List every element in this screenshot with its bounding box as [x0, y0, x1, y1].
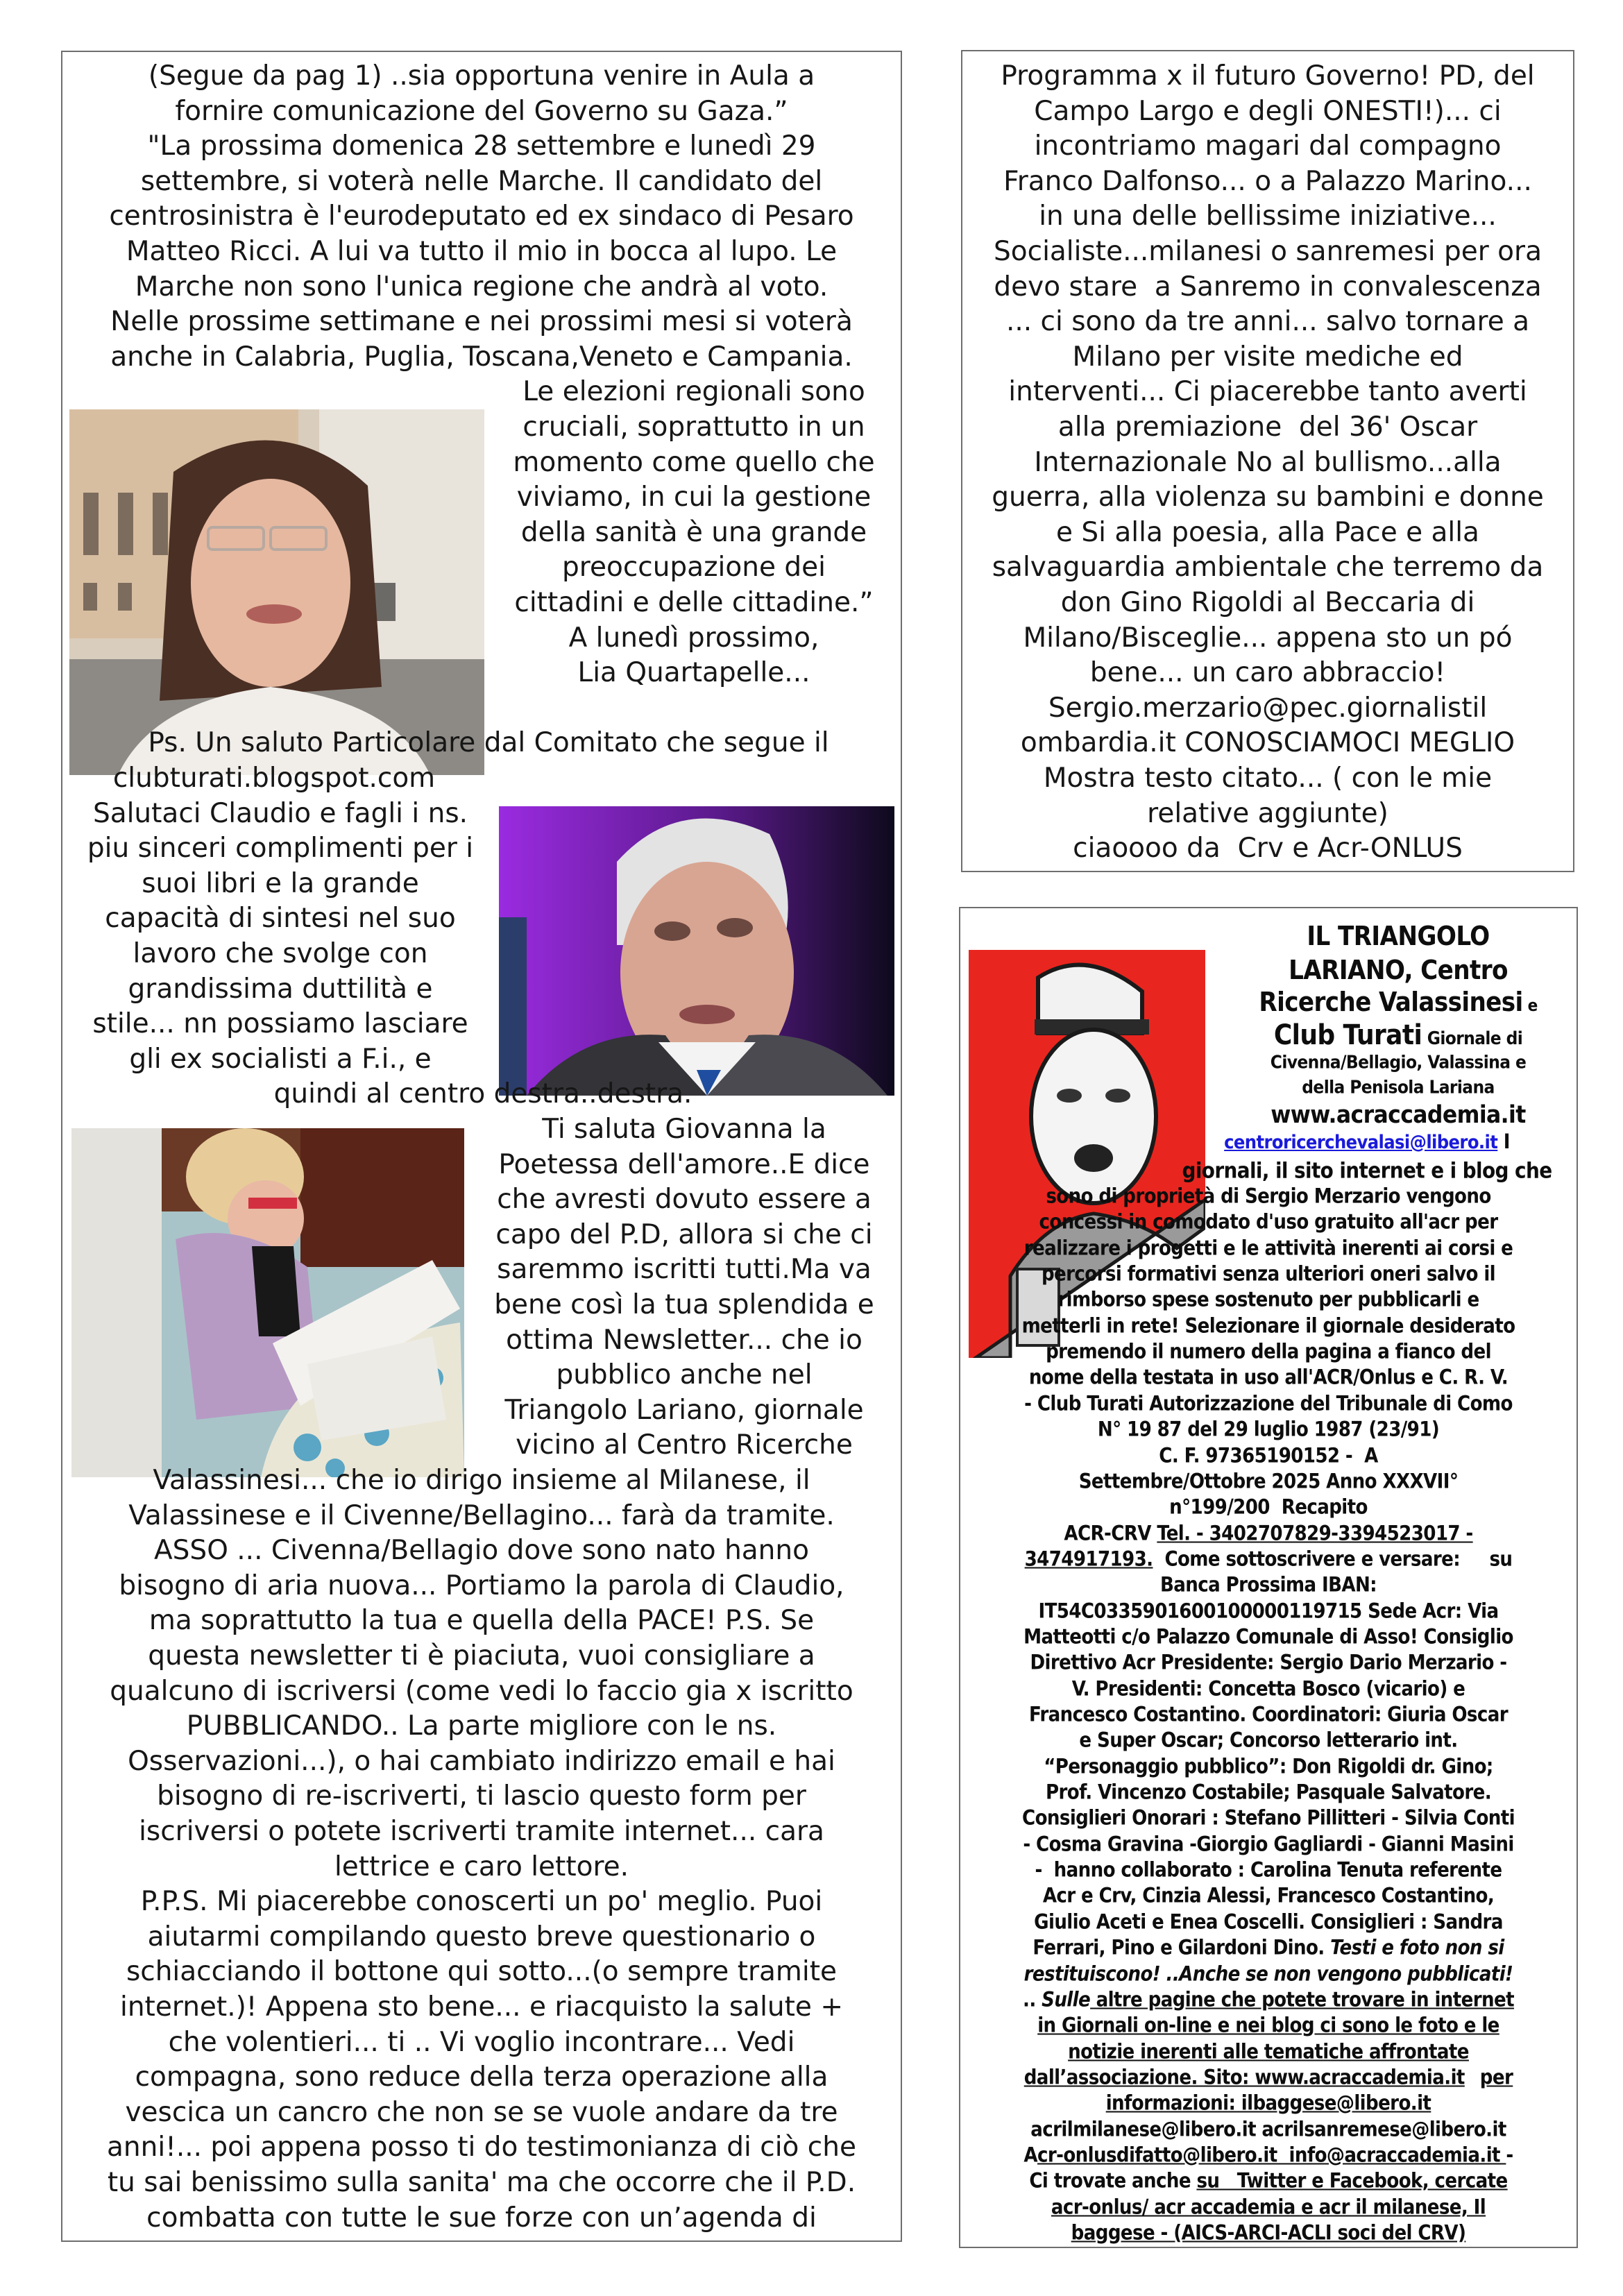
masthead-line: [457, 1831, 1623, 1857]
letter-line: don Gino Rigoldi al Beccaria di: [1060, 587, 1475, 618]
letter-line: Campo Largo e degli ONESTI!)... ci: [1034, 95, 1502, 127]
masthead-line: [457, 1468, 1623, 1494]
article-line: Poetessa dell'amore..E dice: [498, 1148, 870, 1180]
masthead-text-span: baggese - (AICS-ARCI-ACLI soci del CRV): [1071, 2220, 1466, 2245]
masthead-line: [587, 1019, 1623, 1052]
masthead-text-span: Sulle: [1042, 1987, 1091, 2012]
article-line: schiacciando il bottone qui sotto...(o sempre tramite: [126, 1956, 838, 1988]
masthead-text-span: Giornale di: [1422, 1028, 1523, 1049]
article-line: cruciali, soprattutto in un: [522, 411, 865, 443]
letter-line: salvaguardia ambientale che terremo da: [992, 552, 1544, 584]
info-email-link[interactable]: informazioni: ilbaggese@libero.it: [1105, 2091, 1431, 2115]
article-line: aiutarmi compilando questo breve questionario o: [147, 1921, 816, 1953]
letter-line: e Si alla poesia, alla Pace e alla: [1056, 516, 1479, 548]
letter-line: Franco Dalfonso... o a Palazzo Marino...: [1003, 165, 1532, 197]
article-line: gli ex socialisti a F.i., e: [129, 1043, 432, 1075]
masthead-text-span: Civenna/Bellagio, Valassina e: [1270, 1052, 1527, 1073]
article-line: Valassinesi... che io dirigo insieme al Milanese, il: [153, 1465, 810, 1496]
article-line: momento come quello che: [513, 446, 875, 478]
article-line: tu sai benissimo sulla sanita' ma che occorre che il P.D.: [107, 2167, 856, 2198]
masthead-text-span: della Penisola Lariana: [1302, 1077, 1495, 1098]
article-line: capo del P.D, allora si che ci: [495, 1218, 873, 1250]
article-line: Matteo Ricci. A lui va tutto il mio in bocca al lupo. Le: [126, 236, 838, 267]
letter-line: Programma x il futuro Governo! PD, del: [1001, 60, 1535, 92]
article-line: (Segue da pag 1) ..sia opportuna venire in Aula a: [148, 60, 815, 92]
article-line: settembre, si voterà nelle Marche. Il candidato del: [140, 165, 823, 197]
masthead-line: [457, 1961, 1623, 1987]
masthead-text-span: acr-onlus/ acr accademia e acr il milanese, Il: [1051, 2195, 1486, 2219]
masthead-text-span: A: [1023, 2143, 1037, 2167]
masthead-line: [457, 2116, 1623, 2142]
article-line: lettrice e caro lettore.: [334, 1851, 629, 1882]
masthead-line: [457, 1805, 1623, 1831]
article-line: fornire comunicazione del Governo su Gaza.”: [175, 95, 788, 127]
masthead-line: [457, 1417, 1623, 1443]
masthead-line: [587, 1074, 1623, 1101]
masthead-text-span: C. F. 97365190152 - A: [1159, 1443, 1378, 1467]
article-line: che avresti dovuto essere a: [497, 1184, 872, 1216]
masthead-line: [457, 1728, 1623, 1753]
letter-line: Milano per visite mediche ed: [1072, 341, 1463, 373]
letter-line: Sergio.merzario@pec.giornalistil: [1048, 692, 1488, 724]
masthead-text-span: Consiglieri Onorari : Stefano Pillitteri - Silvia Conti: [1022, 1805, 1515, 1830]
letter-line: bene... un caro abbraccio!: [1089, 657, 1446, 689]
article-line: P.P.S. Mi piacerebbe conoscerti un po' meglio. Puoi: [140, 1886, 823, 1918]
article-line: questa newsletter ti è piaciuta, vuoi consigliare a: [148, 1640, 815, 1672]
article-line: Triangolo Lariano, giornale: [504, 1394, 864, 1426]
letter-line: devo stare a Sanremo in convalescenza: [994, 271, 1542, 303]
masthead-line: [457, 2091, 1623, 2116]
article-line: capacità di sintesi nel suo: [105, 903, 456, 935]
article-line: Salutaci Claudio e fagli i ns.: [92, 797, 468, 829]
phone-numbers: 3474917193.: [1024, 1547, 1153, 1571]
article-line: Nelle prossime settimane e nei prossimi mesi si voterà: [110, 306, 853, 338]
article-line: vescica un cancro che non se se vuole andare da tre: [125, 2096, 838, 2128]
masthead-text-span: Prof. Vincenzo Costabile; Pasquale Salvatore.: [1045, 1780, 1492, 1804]
article-line: bisogno di re-iscriverti, ti lascio questo form per: [157, 1780, 806, 1812]
masthead-text-span: -: [1506, 2143, 1513, 2167]
masthead-line: [457, 1209, 1623, 1235]
masthead-line: [457, 1676, 1623, 1701]
masthead-text-span: Banca Prossima IBAN:: [1159, 1572, 1377, 1597]
masthead-line: [457, 2194, 1623, 2220]
masthead-text-span: concessi in comodato d'uso gratuito all'acr per: [1039, 1209, 1498, 1234]
website-text: www.acraccademia.it: [1271, 1101, 1526, 1129]
masthead-title: IL TRIANGOLO: [1307, 921, 1490, 951]
masthead-line: [457, 1235, 1623, 1261]
masthead-text-span: in Giornali on-line e nei blog ci sono le foto e le: [1037, 2013, 1499, 2037]
masthead-line: [587, 921, 1623, 951]
letter-line: incontriamo magari dal compagno: [1034, 130, 1502, 162]
masthead-line: [587, 1103, 1623, 1129]
masthead-line: [587, 1049, 1623, 1076]
masthead-line: [457, 1572, 1623, 1598]
masthead-text-span: rimborso spese sostenuto per pubblicarli e: [1057, 1287, 1479, 1311]
masthead-line: [457, 2039, 1623, 2064]
article-line: ma soprattutto la tua e quella della PACE! P.S. Se: [148, 1605, 815, 1637]
masthead-line: [457, 1365, 1623, 1391]
article-line: iscriversi o potete iscriverti tramite internet... cara: [139, 1816, 824, 1847]
masthead-text-span: metterli in rete! Selezionare il giornale desiderato: [1021, 1313, 1515, 1338]
masthead-line: [457, 1313, 1623, 1338]
masthead-text-span: - Club Turati Autorizzazione del Tribunale di Como: [1024, 1391, 1513, 1415]
article-line: centrosinistra è l'eurodeputato ed ex sindaco di Pesaro: [109, 201, 854, 232]
masthead-line: [457, 1780, 1623, 1805]
masthead-text-span: per: [1479, 2065, 1513, 2089]
masthead-line: [457, 1339, 1623, 1365]
article-line: clubturati.blogspot.com: [112, 763, 436, 794]
masthead-text-span: - hanno collaborato : Carolina Tenuta referente: [1035, 1857, 1502, 1882]
social-link[interactable]: su Twitter e Facebook, cercate: [1196, 2168, 1508, 2193]
letter-line: alla premiazione del 36' Oscar: [1057, 411, 1478, 443]
masthead-text-span: sono di proprietà di Sergio Merzario vengono: [1046, 1184, 1491, 1208]
masthead-text-span: Matteotti c/o Palazzo Comunale di Asso! Consiglio: [1023, 1624, 1513, 1649]
masthead-text-span: Testi e foto non si: [1330, 1935, 1504, 1959]
masthead-line: [457, 1909, 1623, 1934]
article-line: ASSO ... Civenna/Bellagio dove sono nato hanno: [154, 1535, 809, 1567]
masthead-line: [556, 1129, 1623, 1155]
article-line: combatta con tutte le sue forze con un’agenda di: [146, 2202, 817, 2234]
contact-emails-link[interactable]: cr-onlusdifatto@libero.it info@acraccademia.it: [1037, 2143, 1506, 2167]
masthead-line: [457, 2064, 1623, 2090]
masthead-line: [587, 989, 1623, 1019]
masthead-line: [457, 1598, 1623, 1624]
masthead-text-span: Ci trovate anche: [1029, 2168, 1197, 2193]
article-line: anche in Calabria, Puglia, Toscana,Veneto e Campania.: [110, 341, 853, 373]
article-line: Ti saluta Giovanna la: [542, 1114, 826, 1145]
masthead-line: [457, 2142, 1623, 2168]
masthead-line: [457, 1546, 1623, 1572]
letter-line: Internazionale No al bullismo...alla: [1034, 446, 1502, 478]
masthead-line: [457, 2168, 1623, 2194]
masthead-text-span: n°199/200 Recapito: [1169, 1495, 1368, 1519]
article-line: Valassinese e il Civenne/Bellagino... farà da tramite.: [128, 1499, 835, 1531]
letter-line: ombardia.it CONOSCIAMOCI MEGLIO: [1020, 727, 1515, 759]
letter-line: guerra, alla violenza su bambini e donne: [992, 482, 1544, 513]
masthead-line: [457, 1287, 1623, 1313]
masthead-text-span: Francesco Costantino. Coordinatori: Giuria Oscar: [1029, 1702, 1508, 1726]
letter-line: Socialiste...milanesi o sanremesi per ora: [994, 236, 1542, 267]
masthead-text-span: V. Presidenti: Concetta Bosco (vicario) e: [1071, 1676, 1465, 1701]
article-line: preoccupazione dei: [562, 552, 826, 584]
masthead-text-span: notizie inerenti alle tematiche affrontate: [1068, 2039, 1469, 2064]
masthead-text-span: nome della testata in uso all'ACR/Onlus e C. R. V.: [1028, 1365, 1509, 1389]
masthead-text-span: premendo il numero della pagina a fianco del: [1046, 1339, 1491, 1363]
article-line: lavoro che svolge con: [133, 938, 428, 969]
article-line: Osservazioni...), o hai cambiato indirizzo email e hai: [128, 1745, 835, 1777]
article-line: internet.)! Appena sto bene... e riacquisto la salute +: [120, 1991, 843, 2023]
masthead-title: LARIANO, Centro: [1289, 955, 1508, 985]
article-line: suoi libri e la grande: [142, 867, 419, 899]
article-line: viviamo, in cui la gestione: [516, 482, 872, 513]
masthead-line: [457, 1883, 1623, 1909]
article-line: A lunedì prossimo,: [568, 622, 819, 654]
article-line: bisogno di aria nuova... Portiamo la parola di Claudio,: [119, 1570, 844, 1601]
masthead-text-span: - Cosma Gravina -Giorgio Gagliardi - Gianni Masini: [1023, 1832, 1514, 1856]
masthead-line: [457, 1753, 1623, 1779]
website-link[interactable]: dall’associazione. Sito: www.acraccademia.it: [1023, 2065, 1465, 2089]
masthead-text-span: Settembre/Ottobre 2025 Anno XXXVII°: [1078, 1469, 1459, 1493]
masthead-text-span: ACR-CRV: [1064, 1521, 1157, 1545]
article-line: quindi al centro destra..destra.: [273, 1078, 692, 1110]
article-line: saremmo iscritti tutti.Ma va: [497, 1254, 872, 1286]
masthead-line: [457, 1184, 1623, 1209]
article-line: compagna, sono reduce della terza operazione alla: [135, 2061, 829, 2093]
masthead-text-span: restituiscono! ..Anche se non vengono pubblicati!: [1023, 1962, 1513, 1985]
masthead-line: [457, 1443, 1623, 1468]
letter-line: ciaoooo da Crv e Acr-ONLUS: [1073, 833, 1463, 865]
masthead-text-span: percorsi formativi senza ulteriori oneri salvo il: [1041, 1261, 1496, 1286]
masthead-line: [457, 1987, 1623, 2012]
article-line: grandissima duttilità e: [128, 973, 433, 1005]
article-line: vicino al Centro Ricerche: [516, 1429, 853, 1461]
masthead-line: [457, 2220, 1623, 2246]
masthead-text-span: Ferrari, Pino e Gilardoni Dino.: [1033, 1935, 1331, 1959]
masthead-text-span: “Personaggio pubblico”: Don Rigoldi dr. Gino;: [1044, 1754, 1493, 1778]
phone-numbers: Tel. - 3402707829-3394523017 -: [1157, 1521, 1473, 1545]
masthead-line: [457, 1857, 1623, 1883]
masthead-line: [457, 1935, 1623, 1961]
masthead-text-span: e Super Oscar; Concorso letterario int.: [1079, 1728, 1458, 1752]
masthead-text-span: Giulio Aceti e Enea Coscelli. Consiglieri : Sandra: [1034, 1910, 1503, 1934]
letter-line: relative aggiunte): [1147, 797, 1388, 829]
masthead-line: [457, 1624, 1623, 1649]
masthead-text-span: ..: [1023, 1987, 1042, 2012]
letter-line: in una delle bellissime iniziative...: [1039, 201, 1497, 232]
masthead-line: [457, 1650, 1623, 1676]
masthead-title: Ricerche Valassinesi: [1259, 987, 1523, 1017]
article-line: stile... nn possiamo lasciare: [92, 1008, 468, 1040]
article-line: qualcuno di iscriversi (come vedi lo faccio gia x iscritto: [110, 1675, 853, 1707]
article-line: della sanità è una grande: [520, 516, 867, 548]
masthead-line: [457, 2013, 1623, 2039]
masthead-text-span: realizzare i progetti e le attività inerenti ai corsi e: [1023, 1236, 1513, 1260]
masthead-line: [457, 1702, 1623, 1728]
masthead-line: [457, 1391, 1623, 1416]
article-line: "La prossima domenica 28 settembre e lunedì 29: [147, 130, 816, 162]
contact-emails: acrilmilanese@libero.it acrilsanremese@libero.it: [1030, 2117, 1506, 2141]
email-link[interactable]: centroricerchevalasi@libero.it: [1224, 1132, 1498, 1153]
masthead-text-span: Come sottoscrivere e versare: su: [1153, 1547, 1513, 1571]
article-line: Lia Quartapelle...: [577, 657, 810, 689]
article-line: anni!... poi appena posso ti do testimonianza di ciò che: [107, 2132, 856, 2163]
masthead-text-span: IT54C0335901600100000119715 Sede Acr: Via: [1038, 1599, 1499, 1623]
masthead-text-span: I: [1497, 1130, 1510, 1153]
masthead-text-span: giornali, il sito internet e i blog che: [1182, 1158, 1552, 1184]
article-line: che volentieri... ti .. Vi voglio incontrare... Vedi: [168, 2026, 795, 2058]
article-line: Ps. Un saluto Particolare dal Comitato che segue il: [148, 727, 829, 759]
masthead-text-span: altre pagine che potete trovare in internet: [1090, 1987, 1514, 2012]
letter-line: ... ci sono da tre anni... salvo tornare a: [1005, 306, 1530, 338]
article-line: pubblico anche nel: [556, 1359, 813, 1391]
letter-line: Milano/Bisceglie... appena sto un pó: [1023, 622, 1513, 654]
masthead-line: [556, 1159, 1623, 1184]
article-line: cittadini e delle cittadine.”: [514, 587, 874, 618]
letter-line: interventi... Ci piacerebbe tanto averti: [1008, 376, 1527, 408]
masthead-text-span: N° 19 87 del 29 luglio 1987 (23/91): [1097, 1417, 1440, 1441]
masthead-line: [587, 955, 1623, 985]
letter-line: Mostra testo citato... ( con le mie: [1043, 763, 1493, 794]
masthead-line: [457, 1520, 1623, 1546]
article-line: Le elezioni regionali sono: [522, 376, 865, 408]
article-line: piu sinceri complimenti per i: [87, 833, 474, 865]
masthead-text-span: Direttivo Acr Presidente: Sergio Dario Merzario -: [1030, 1650, 1507, 1674]
masthead-line: [457, 1495, 1623, 1520]
article-line: ottima Newsletter... che io: [506, 1324, 863, 1356]
article-line: PUBBLICANDO.. La parte migliore con le ns.: [186, 1710, 777, 1742]
masthead-text-span: e: [1522, 996, 1538, 1015]
masthead-title: Club Turati: [1273, 1019, 1422, 1051]
article-line: bene così la tua splendida e: [494, 1289, 874, 1320]
masthead-line: [457, 1261, 1623, 1287]
masthead-text-span: Acr e Crv, Cinzia Alessi, Francesco Costantino,: [1042, 1883, 1495, 1907]
article-line: Marche non sono l'unica regione che andrà al voto.: [135, 271, 829, 303]
